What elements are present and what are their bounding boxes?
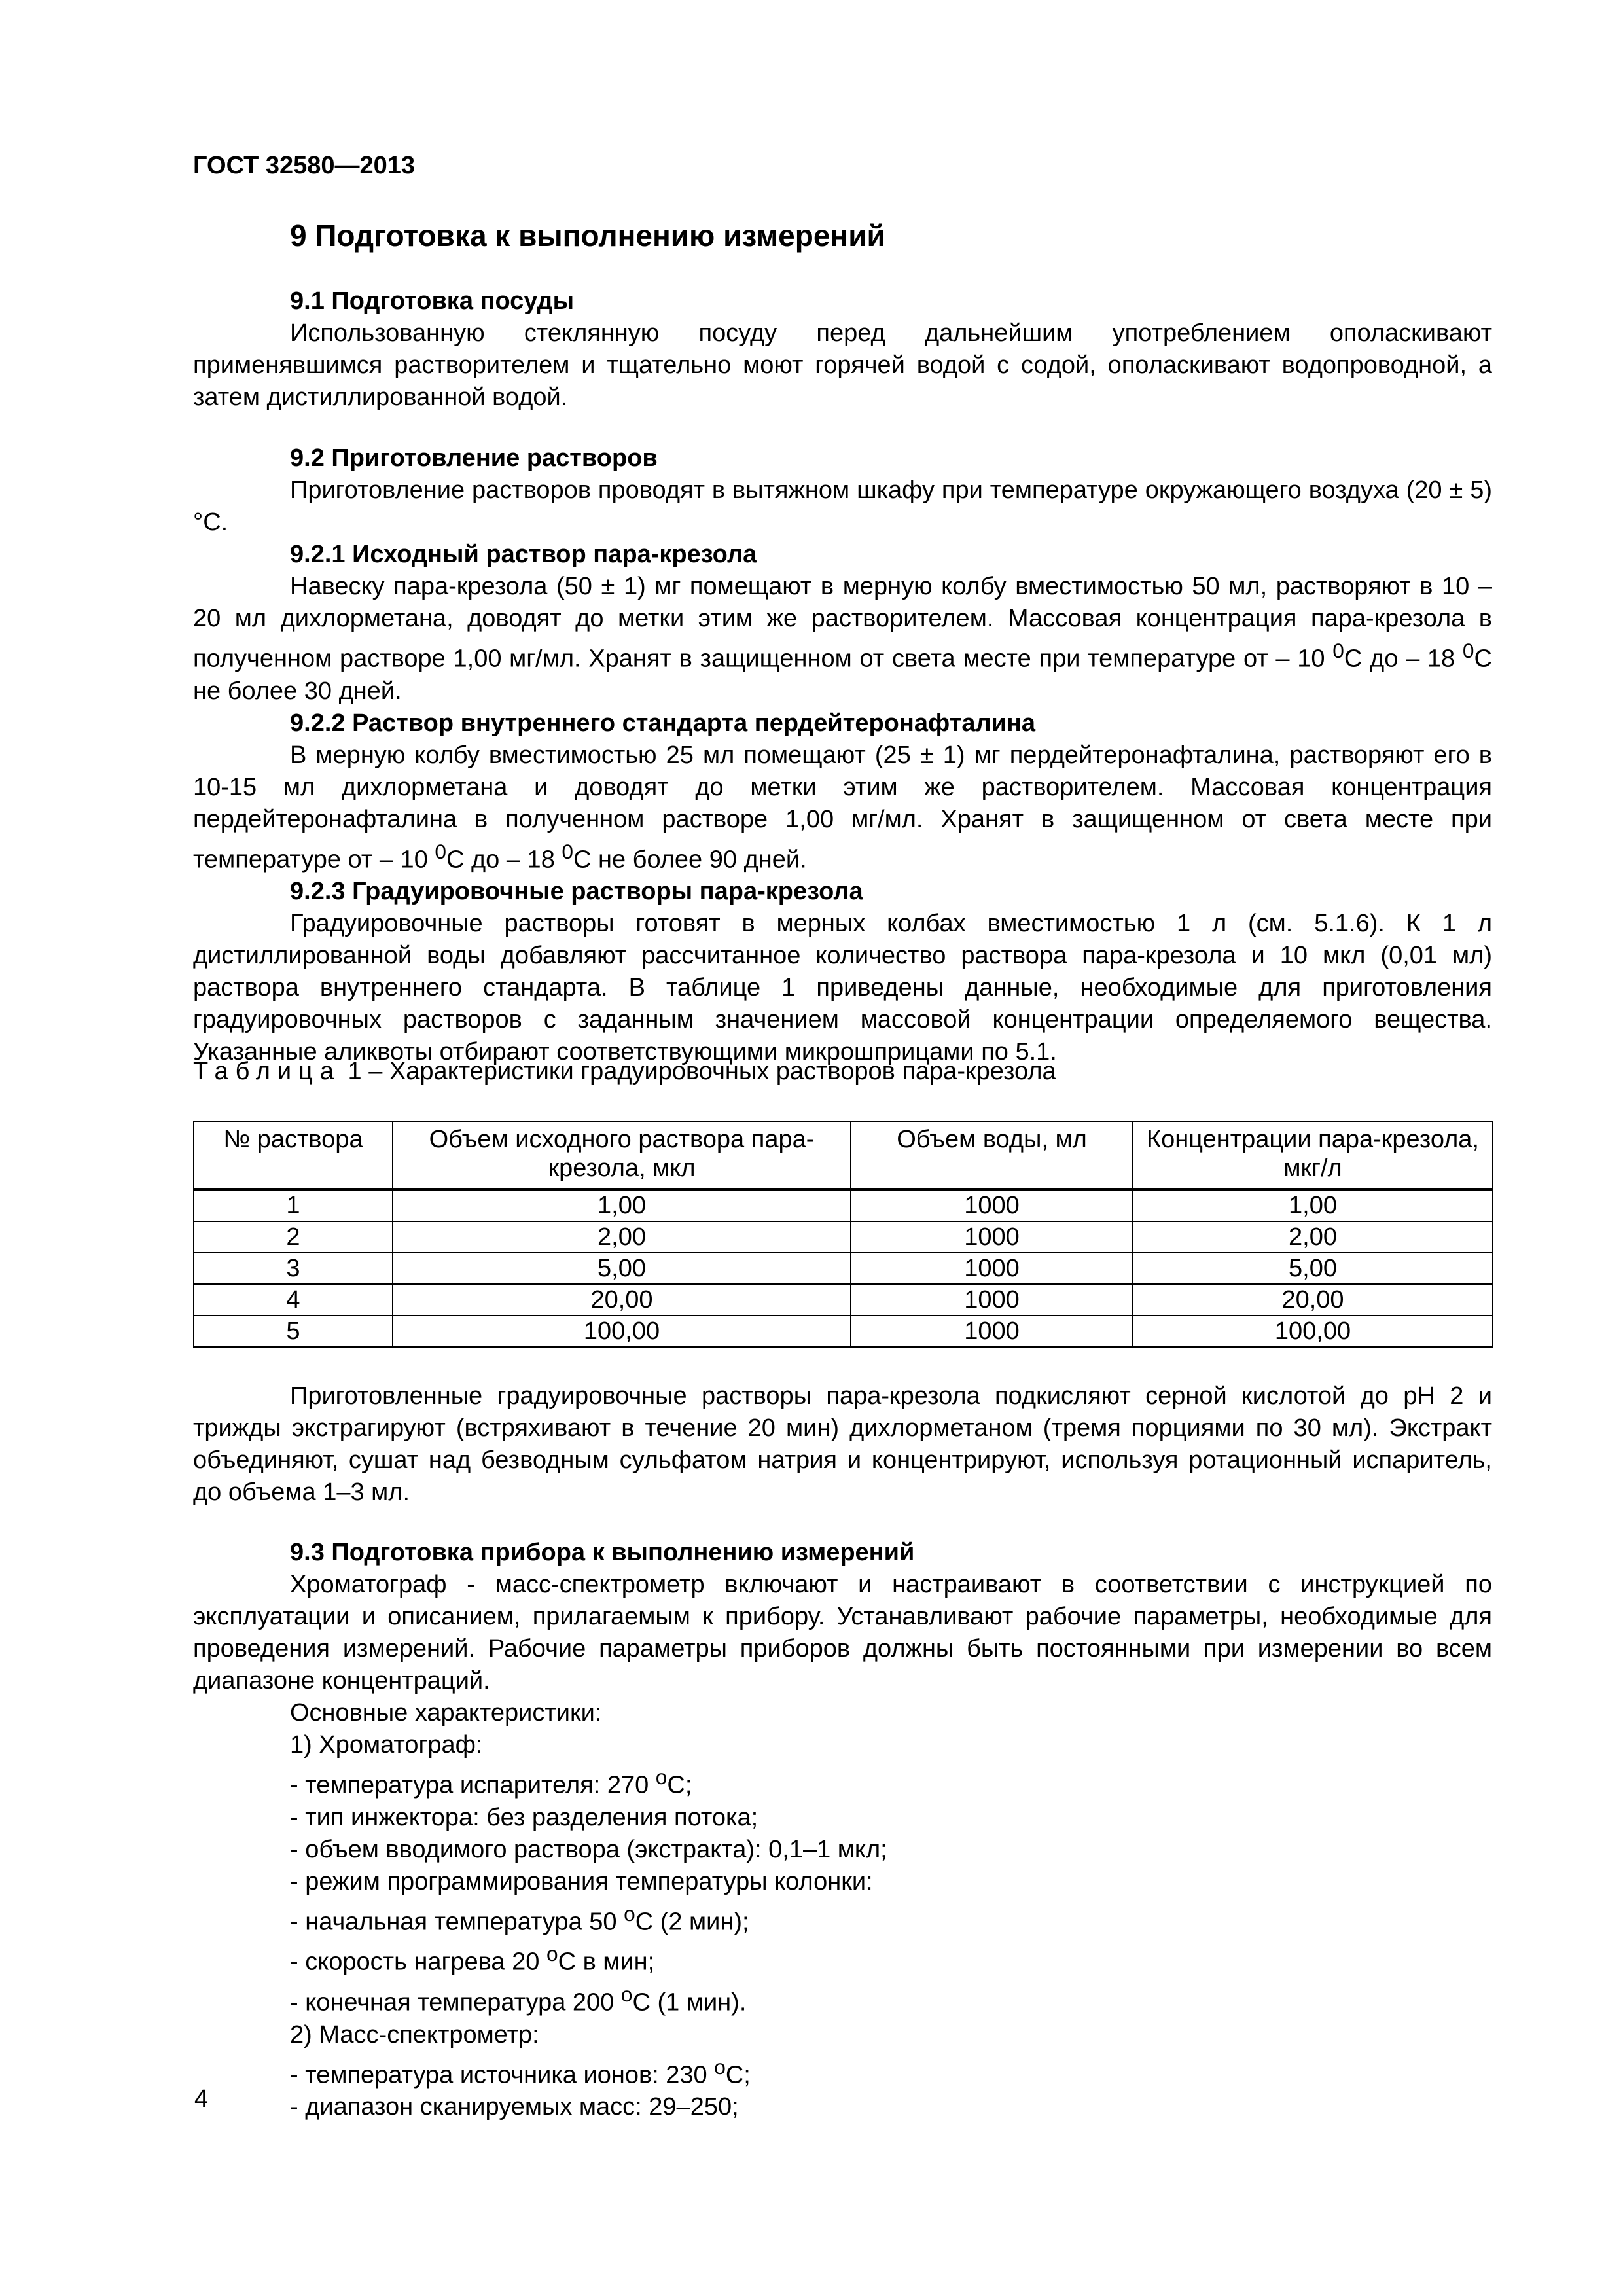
- paragraph: Навеску пара-крезола (50 ± 1) мг помещают в мерную колбу вместимостью 50 мл, растворяют в 10 – 20 мл дихлорметана, доводят до метки этим же растворителем. Массовая концентрация пара-крезола в полученном растворе 1,00 мг/мл. Хранят в защищенном от света месте при температуре от – 10 $^0$С до – 18 $^0$С не более 30 дней.: [193, 573, 1492, 705]
- degree-mark: о: [714, 2054, 726, 2079]
- list-item: - режим программирования температуры колонки:: [290, 1867, 873, 1895]
- table-1: [193, 1121, 1493, 1348]
- subsection-heading: 9.2.1 Исходный раствор пара-крезола: [290, 541, 757, 568]
- table-cell: 2: [194, 1221, 393, 1253]
- column-header: Объем воды, мл: [851, 1122, 1133, 1189]
- table-cell: 5,00: [1133, 1253, 1493, 1284]
- table-cell: 4: [194, 1284, 393, 1316]
- list-item: - скорость нагрева 20 $^о$С в мин;: [290, 1942, 655, 1976]
- paragraph: Приготовление растворов проводят в вытяжном шкафу при температуре окружающего воздуха (20 ± 5) °С.: [193, 476, 1492, 536]
- degree-mark: 0: [1462, 639, 1474, 662]
- table-cell: 2,00: [393, 1221, 851, 1253]
- paragraph: Приготовленные градуировочные растворы пара-крезола подкисляют серной кислотой до pH 2 и трижды экстрагируют (встряхивают в течение 20 мин) дихлорметаном (тремя порциями по 30 мл). Экстракт объединяют, сушат над безводным сульфатом натрия и концентрируют, используя ротационный испаритель, до объема 1–3 мл.: [193, 1382, 1492, 1506]
- degree-mark: о: [624, 1901, 635, 1926]
- table-cell: 2,00: [1133, 1221, 1493, 1253]
- subsection-heading: 9.2.3 Градуировочные растворы пара-крезола: [290, 878, 863, 906]
- table-cell: 1000: [851, 1284, 1133, 1316]
- subsection-heading: 9.2 Приготовление растворов: [290, 444, 658, 472]
- table-row: [194, 1316, 1493, 1347]
- degree-mark: 0: [562, 839, 573, 863]
- table-header-row: [194, 1122, 1493, 1189]
- characteristics-label: Основные характеристики:: [290, 1699, 602, 1727]
- table-row: [194, 1189, 1493, 1221]
- table-row: [194, 1221, 1493, 1253]
- paragraph: Хроматограф - масс-спектрометр включают и настраивают в соответствии с инструкцией по эксплуатации и описанием, прилагаемым к прибору. Устанавливают рабочие параметры, необходимые для проведения измерений. Рабочие параметры приборов должны быть постоянными при измерении во всем диапазоне концентраций.: [193, 1571, 1492, 1695]
- mass-spectrometer-title: 2) Масс-спектрометр:: [290, 2020, 539, 2049]
- paragraph: В мерную колбу вместимостью 25 мл помещают (25 ± 1) мг пердейтеронафталина, растворяют его в 10-15 мл дихлорметана и доводят до метки этим же растворителем. Массовая концентрация пердейтеронафталина в полученном растворе 1,00 мг/мл. Хранят в защищенном от света месте при температуре от – 10 $^0$С до – 18 $^0$С не более 90 дней.: [193, 741, 1492, 874]
- table-cell: 1: [194, 1189, 393, 1221]
- column-header: Объем исходного раствора пара-крезола, мкл: [393, 1122, 851, 1189]
- table-cell: 100,00: [1133, 1316, 1493, 1347]
- list-item: - температура испарителя: 270 $^о$С;: [290, 1765, 692, 1799]
- chromatograph-title: 1) Хроматограф:: [290, 1731, 483, 1759]
- table-row: [194, 1284, 1493, 1316]
- list-item: - диапазон сканируемых масс: 29–250;: [290, 2093, 739, 2121]
- section-9-2: [193, 442, 1492, 1068]
- table-cell: 3: [194, 1253, 393, 1284]
- section-9-3: [193, 1537, 1492, 2123]
- table-cell: 5,00: [393, 1253, 851, 1284]
- table-cell: 1000: [851, 1253, 1133, 1284]
- table-cell: 1000: [851, 1189, 1133, 1221]
- table-cell: 1,00: [393, 1189, 851, 1221]
- degree-mark: о: [620, 1982, 633, 2006]
- table-cell: 1,00: [1133, 1189, 1493, 1221]
- list-item: - начальная температура 50 $^о$С (2 мин);: [290, 1901, 749, 1936]
- paragraph: Градуировочные растворы готовят в мерных колбах вместимостью 1 л (см. 5.1.6). К 1 л дистиллированной воды добавляют рассчитанное количество раствора пара-крезола и 10 мкл (0,01 мл) раствора внутреннего стандарта. В таблице 1 приведены данные, необходимые для приготовления градуировочных растворов с заданным значением массовой концентрации определяемого вещества. Указанные аликвоты отбирают соответствующими микрошприцами по 5.1.: [193, 910, 1492, 1066]
- table-cell: 20,00: [393, 1284, 851, 1316]
- degree-mark: о: [546, 1942, 558, 1966]
- table-cell: 100,00: [393, 1316, 851, 1347]
- standard-header: ГОСТ 32580—2013: [193, 152, 416, 179]
- page-number: 4: [194, 2085, 209, 2113]
- subsection-heading: 9.3 Подготовка прибора к выполнению измерений: [290, 1539, 915, 1566]
- degree-mark: 0: [1332, 639, 1344, 662]
- list-item: - тип инжектора: без разделения потока;: [290, 1803, 758, 1831]
- list-item: - объем вводимого раствора (экстракта): 0,1–1 мкл;: [290, 1835, 887, 1863]
- table-caption: Таблица 1 – Характеристики градуировочных растворов пара-крезола: [193, 1058, 1056, 1085]
- table-cell: 20,00: [1133, 1284, 1493, 1316]
- after-table-block: [193, 1380, 1492, 1509]
- subsection-heading: 9.1 Подготовка посуды: [290, 287, 575, 315]
- list-item: - конечная температура 200 $^о$С (1 мин).: [290, 1982, 747, 2017]
- degree-mark: о: [655, 1765, 668, 1789]
- list-item: - температура источника ионов: 230 $^о$С;: [290, 2054, 751, 2089]
- section-9-1: [193, 285, 1492, 414]
- degree-mark: 0: [435, 839, 446, 863]
- table-cell: 1000: [851, 1316, 1133, 1347]
- column-header: № раствора: [194, 1122, 393, 1189]
- table-row: [194, 1253, 1493, 1284]
- table-cell: 1000: [851, 1221, 1133, 1253]
- subsection-heading: 9.2.2 Раствор внутреннего стандарта пердейтеронафталина: [290, 709, 1036, 737]
- column-header: Концентрации пара-крезола, мкг/л: [1133, 1122, 1493, 1189]
- paragraph: Использованную стеклянную посуду перед дальнейшим употреблением ополаскивают применявшимся растворителем и тщательно моют горячей водой с содой, ополаскивают водопроводной, а затем дистиллированной водой.: [193, 319, 1492, 411]
- section-title: 9 Подготовка к выполнению измерений: [290, 219, 885, 253]
- table-cell: 5: [194, 1316, 393, 1347]
